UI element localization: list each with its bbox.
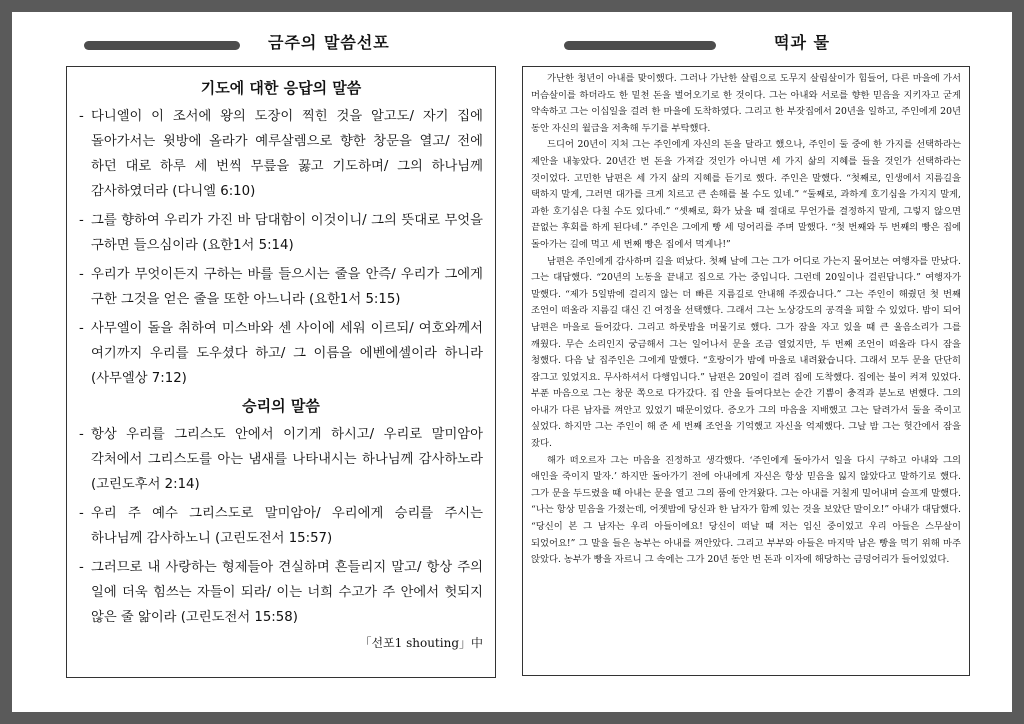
verse: - 항상 우리를 그리스도 안에서 이기게 하시고/ 우리로 말미암아 각처에서 그리스도를 아는 냄새를 나타내시는 하나님께 감사하노라 (고린도후서 2:14) xyxy=(79,427,483,492)
verse-text: 그러므로 내 사랑하는 형제들아 견실하며 흔들리지 말고/ 항상 주의 일에 더욱 힘쓰는 자들이 되라/ 이는 너희 수고가 주 안에서 헛되지 않은 줄 앎이라 (고린도전서 15:58) xyxy=(91,560,483,625)
verse-text: 우리가 무엇이든지 구하는 바를 들으시는 줄을 안즉/ 우리가 그에게 구한 그것을 얻은 줄을 또한 아느니라 (요한1서 5:15) xyxy=(91,267,483,307)
verse-text: 사무엘이 돌을 취하여 미스바와 센 사이에 세워 이르되/ 여호와께서 여기까지 우리를 도우셨다 하고/ 그 이름을 에벤에셀이라 하니라 (사무엘상 7:12) xyxy=(91,321,483,386)
section-title-prayer: 기도에 대한 응답의 말씀 xyxy=(200,79,362,97)
verse: - 그를 향하여 우리가 가진 바 담대함이 이것이니/ 그의 뜻대로 무엇을 구하면 들으심이라 (요한1서 5:14) xyxy=(79,213,483,253)
story-paragraph: 드디어 20년이 지처 그는 주인에게 자신의 돈을 달라고 했으나, 주인이 둘 중에 한 가지를 선택하라는 제안을 내놓았다. 20년간 번 돈을 가져갈 것인가 아니면 세 가지 삶의 지혜를 들을 것인가 선택하라는 것이었다. 고민한 남편은 세 가지 삶의 지혜를 듣기로 했다. 주인은 말했다. “첫째로, 인생에서 지름길을 택하지 말게, 그러면 대가를 크게 치르고 큰 손해를 볼 수도 있네.” “둘째로, 과하게 호기심을 가지지 말게, 과한 호기심은 다칠 수도 있다네.” “셋째로, 화가 났을 때 절대로 무언가를 결정하지 말게, 그렇지 않으면 끝없는 후회를 하게 된다네.” 주인은 그에게 빵 세 덩어리를 주며 말했다. “첫 번째와 두 번째의 빵은 집에 돌아가는 길에 먹고 세 번째 빵은 집에서 먹게나!” xyxy=(531,139,961,250)
right-page xyxy=(516,0,966,700)
right-header xyxy=(516,30,966,64)
verse: - 그러므로 내 사랑하는 형제들아 견실하며 흔들리지 말고/ 항상 주의 일에 더욱 힘쓰는 자들이 되라/ 이는 너희 수고가 주 안에서 헛되지 않은 줄 앎이라 (고린도전서 15:58) xyxy=(79,560,483,625)
story-paragraph: 가난한 청년이 아내를 맞이했다. 그러나 가난한 살림으로 도무지 살림살이가 힘들어, 다른 마을에 가서 머슴살이를 하더라도 한 밑천 돈을 벌어오기로 한 것이다. 그는 아내와 서로를 향한 믿음을 지키자고 굳게 약속하고 그는 이십일을 걸려 한 마을에 도착하였다. 그리고 한 부잣집에서 20년을 일하고, 주인에게 20년 동안 자신의 월급을 저축해 두기를 부탁했다. xyxy=(531,73,961,134)
verse-text: 항상 우리를 그리스도 안에서 이기게 하시고/ 우리로 말미암아 각처에서 그리스도를 아는 냄새를 나타내시는 하나님께 감사하노라 (고린도후서 2:14) xyxy=(91,427,483,492)
story-box xyxy=(522,66,970,676)
story-paragraph: 남편은 주인에게 감사하며 길을 떠났다. 첫째 날에 그는 그가 어디로 가는지 물어보는 여행자를 만났다. 그는 대답했다. “20년의 노동을 끝내고 집으로 가는 중입니다. 그런데 20일이나 걸린답니다.” 여행자가 말했다. “제가 5일밖에 걸리지 않는 더 빠른 지름길로 안내해 주겠습니다.” 그는 주인이 해줬던 첫 번째 조언이 떠올라 지름길 대신 긴 여정을 선택했다. 그래서 그는 노상강도의 공격을 피할 수 있었다. 밤이 되어 남편은 마을로 들어갔다. 그리고 하룻밤을 머물기로 했다. 그가 잠을 자고 있을 때 큰 울음소리가 그를 깨웠다. 무슨 소리인지 궁금해서 그는 일어나서 문을 조금 열었지만, 두 번째 조언이 떠올라 다시 잠을 청했다. 다음 날 집주인은 그에게 말했다. “호랑이가 밤에 마을로 내려왔습니다. 그래서 모두 문을 단단히 잠그고 있었지요. 무사하셔서 다행입니다.” 남편은 20일이 걸려 집에 도착했다. 집에는 불이 켜져 있었다. 부푼 마음으로 그는 창문 쪽으로 다가갔다. 집 안을 들여다보는 순간 기쁨이 충격과 분노로 변했다. 그의 아내가 다른 남자를 껴안고 있었기 때문이었다. 증오가 그의 마음을 지배했고 그는 달려가서 둘을 죽이고 싶었다. 하지만 그는 주인이 해 준 세 번째 조언을 기억했고 자신을 억제했다. 그날 밤 그는 헛간에서 잠을 잤다. xyxy=(531,255,962,450)
verse-text: 다니엘이 이 조서에 왕의 도장이 찍힌 것을 알고도/ 자기 집에 돌아가서는 윗방에 올라가 예루살렘으로 향한 창문을 열고/ 전에 하던 대로 하루 세 번씩 무릎을 꿇고 기도하며/ 그의 하나님께 감사하였더라 (다니엘 6:10) xyxy=(91,109,483,199)
scripture-box xyxy=(66,66,496,678)
left-header-title: 금주의 말씀선포 xyxy=(268,33,390,52)
verse: - 우리 주 예수 그리스도로 말미암아/ 우리에게 승리를 주시는 하나님께 감사하노니 (고린도전서 15:57) xyxy=(79,506,483,546)
verse: - 우리가 무엇이든지 구하는 바를 들으시는 줄을 안즉/ 우리가 그에게 구한 그것을 얻은 줄을 또한 아느니라 (요한1서 5:15) xyxy=(79,267,483,307)
left-page xyxy=(20,0,500,700)
verse: - 다니엘이 이 조서에 왕의 도장이 찍힌 것을 알고도/ 자기 집에 돌아가서는 윗방에 올라가 예루살렘으로 향한 창문을 열고/ 전에 하던 대로 하루 세 번씩 무릎을 꿇고 기도하며/ 그의 하나님께 감사하였더라 (다니엘 6:10) xyxy=(79,109,483,199)
verse-text: 그를 향하여 우리가 가진 바 담대함이 이것이니/ 그의 뜻대로 무엇을 구하면 들으심이라 (요한1서 5:14) xyxy=(91,213,483,253)
story-paragraph: 해가 떠오르자 그는 마음을 진정하고 생각했다. ‘주인에게 돌아가서 일을 다시 구하고 아내와 그의 애인을 죽이지 말자.’ 하지만 돌아가기 전에 아내에게 자신은 항상 믿음을 잃지 않았다고 말하기로 했다. 그가 문을 두드렸을 때 아내는 문을 열고 그의 품에 안겨왔다. 그는 아내를 거칠게 밀어내며 슬프게 말했다. “나는 항상 믿음을 가졌는데, 어젯밤에 당신과 한 남자가 함께 있는 것을 보았단 말이오!” 아내가 대답했다. “당신이 본 그 남자는 우리 아들이에요! 당신이 떠날 때 저는 임신 중이었고 우리 아들은 스무살이 되었어요!” 그 말을 들은 농부는 아내를 껴안았다. 그리고 부부와 아들은 마지막 남은 빵을 먹기 위해 마주 앉았다. 농부가 빵을 자르니 그 속에는 그가 20년 동안 번 돈과 이자에 해당하는 금덩어리가 들어있었다. xyxy=(531,454,961,566)
header-bar xyxy=(84,41,240,50)
verse: - 사무엘이 돌을 취하여 미스바와 센 사이에 세워 이르되/ 여호와께서 여기까지 우리를 도우셨다 하고/ 그 이름을 에벤에셀이라 하니라 (사무엘상 7:12) xyxy=(79,321,483,386)
source-note: 「선포1 shouting」中 xyxy=(359,636,483,650)
section-title-victory: 승리의 말씀 xyxy=(242,397,320,415)
verse-text: 우리 주 예수 그리스도로 말미암아/ 우리에게 승리를 주시는 하나님께 감사하노니 (고린도전서 15:57) xyxy=(91,506,483,546)
right-header-title: 떡과 물 xyxy=(774,33,830,52)
left-header xyxy=(20,30,500,64)
header-bar xyxy=(564,41,716,50)
